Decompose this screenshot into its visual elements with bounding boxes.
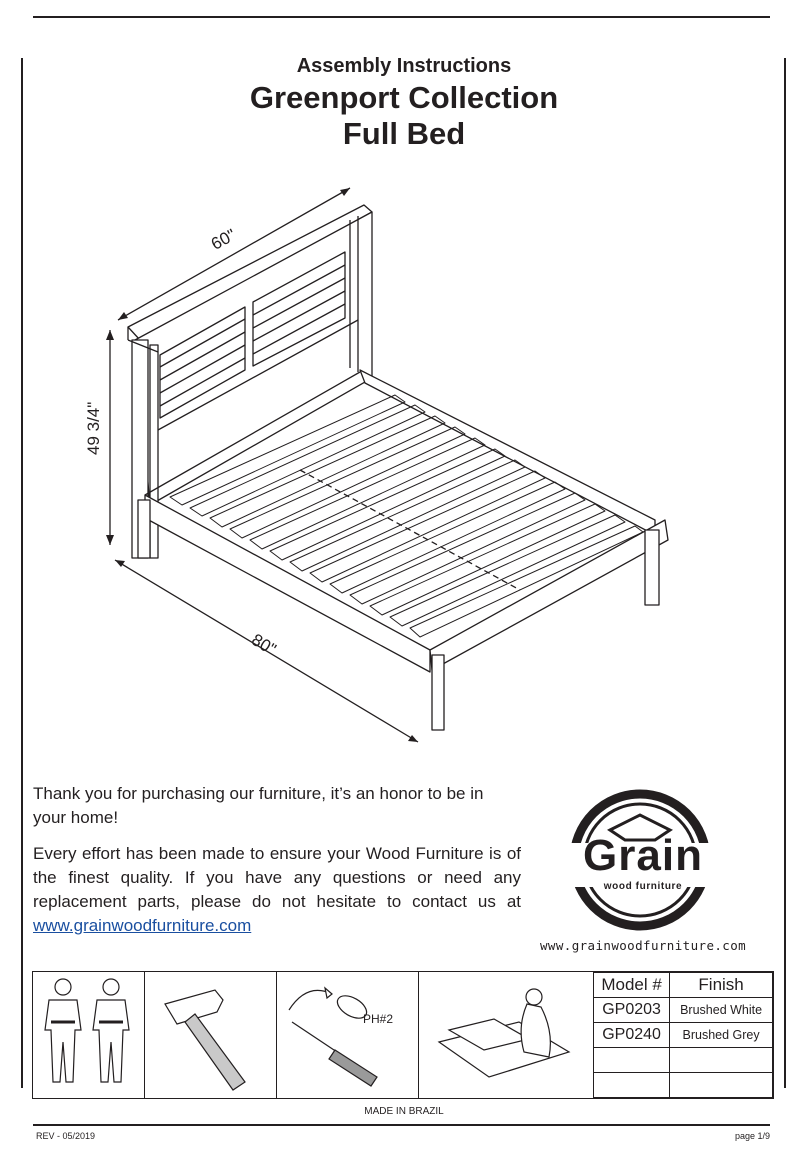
support-website-link[interactable]: www.grainwoodfurniture.com (33, 916, 252, 935)
document-title (0, 80, 808, 152)
finish-cell: Brushed Grey (670, 1023, 773, 1048)
dimension-width-label: 60" (208, 225, 239, 254)
finish-column-header: Finish (670, 973, 773, 998)
model-column-header: Model # (594, 973, 670, 998)
two-people-cell (33, 972, 145, 1098)
carpet-cell (419, 972, 593, 1098)
logo-tagline: wood furniture (603, 881, 683, 892)
model-cell (594, 1048, 670, 1073)
dimension-height-label: 49 3/4" (84, 401, 103, 455)
model-cell: GP0203 (594, 998, 670, 1023)
hammer-cell (145, 972, 277, 1098)
left-margin-bar (21, 58, 23, 1088)
logo-wordmark: Grain (583, 831, 703, 880)
top-rule (33, 16, 770, 18)
page-number: page 1/9 (734, 1131, 770, 1141)
title-line-collection: Greenport Collection (249, 80, 559, 115)
tools-and-models-panel (32, 971, 774, 1099)
two-people-icon (33, 972, 143, 1097)
bed-illustration (80, 165, 680, 755)
table-row (594, 1073, 773, 1098)
screwdriver-icon (277, 972, 417, 1097)
support-text: Every effort has been made to ensure your Wood Furniture is of the finest quality. If you have any questions or need any replacement parts, please do not hesitate to contact us at (33, 844, 521, 911)
right-margin-bar (784, 58, 786, 1088)
screwdriver-cell (277, 972, 419, 1098)
table-row (594, 998, 773, 1023)
made-in-label: MADE IN BRAZIL (364, 1106, 444, 1117)
hammer-icon (145, 972, 275, 1097)
footer-rule (33, 1124, 770, 1126)
finish-cell (670, 1048, 773, 1073)
grain-logo (560, 785, 720, 935)
table-row (594, 1048, 773, 1073)
model-cell (594, 1073, 670, 1098)
table-row (594, 1023, 773, 1048)
model-finish-table (593, 972, 773, 1098)
title-line-product: Full Bed (342, 116, 466, 151)
model-cell: GP0240 (594, 1023, 670, 1048)
brand-website: www.grainwoodfurniture.com (540, 938, 747, 953)
assemble-on-carpet-icon (419, 972, 591, 1097)
screwdriver-size-label: PH#2 (363, 1012, 394, 1026)
support-paragraph (33, 842, 521, 938)
dimension-length-label: 80" (248, 630, 280, 660)
finish-cell: Brushed White (670, 998, 773, 1023)
document-subtitle: Assembly Instructions (296, 55, 512, 77)
thank-you-paragraph: Thank you for purchasing our furniture, it’s an honor to be in your home! (33, 784, 484, 827)
finish-cell (670, 1073, 773, 1098)
revision-label: REV - 05/2019 (36, 1131, 96, 1141)
